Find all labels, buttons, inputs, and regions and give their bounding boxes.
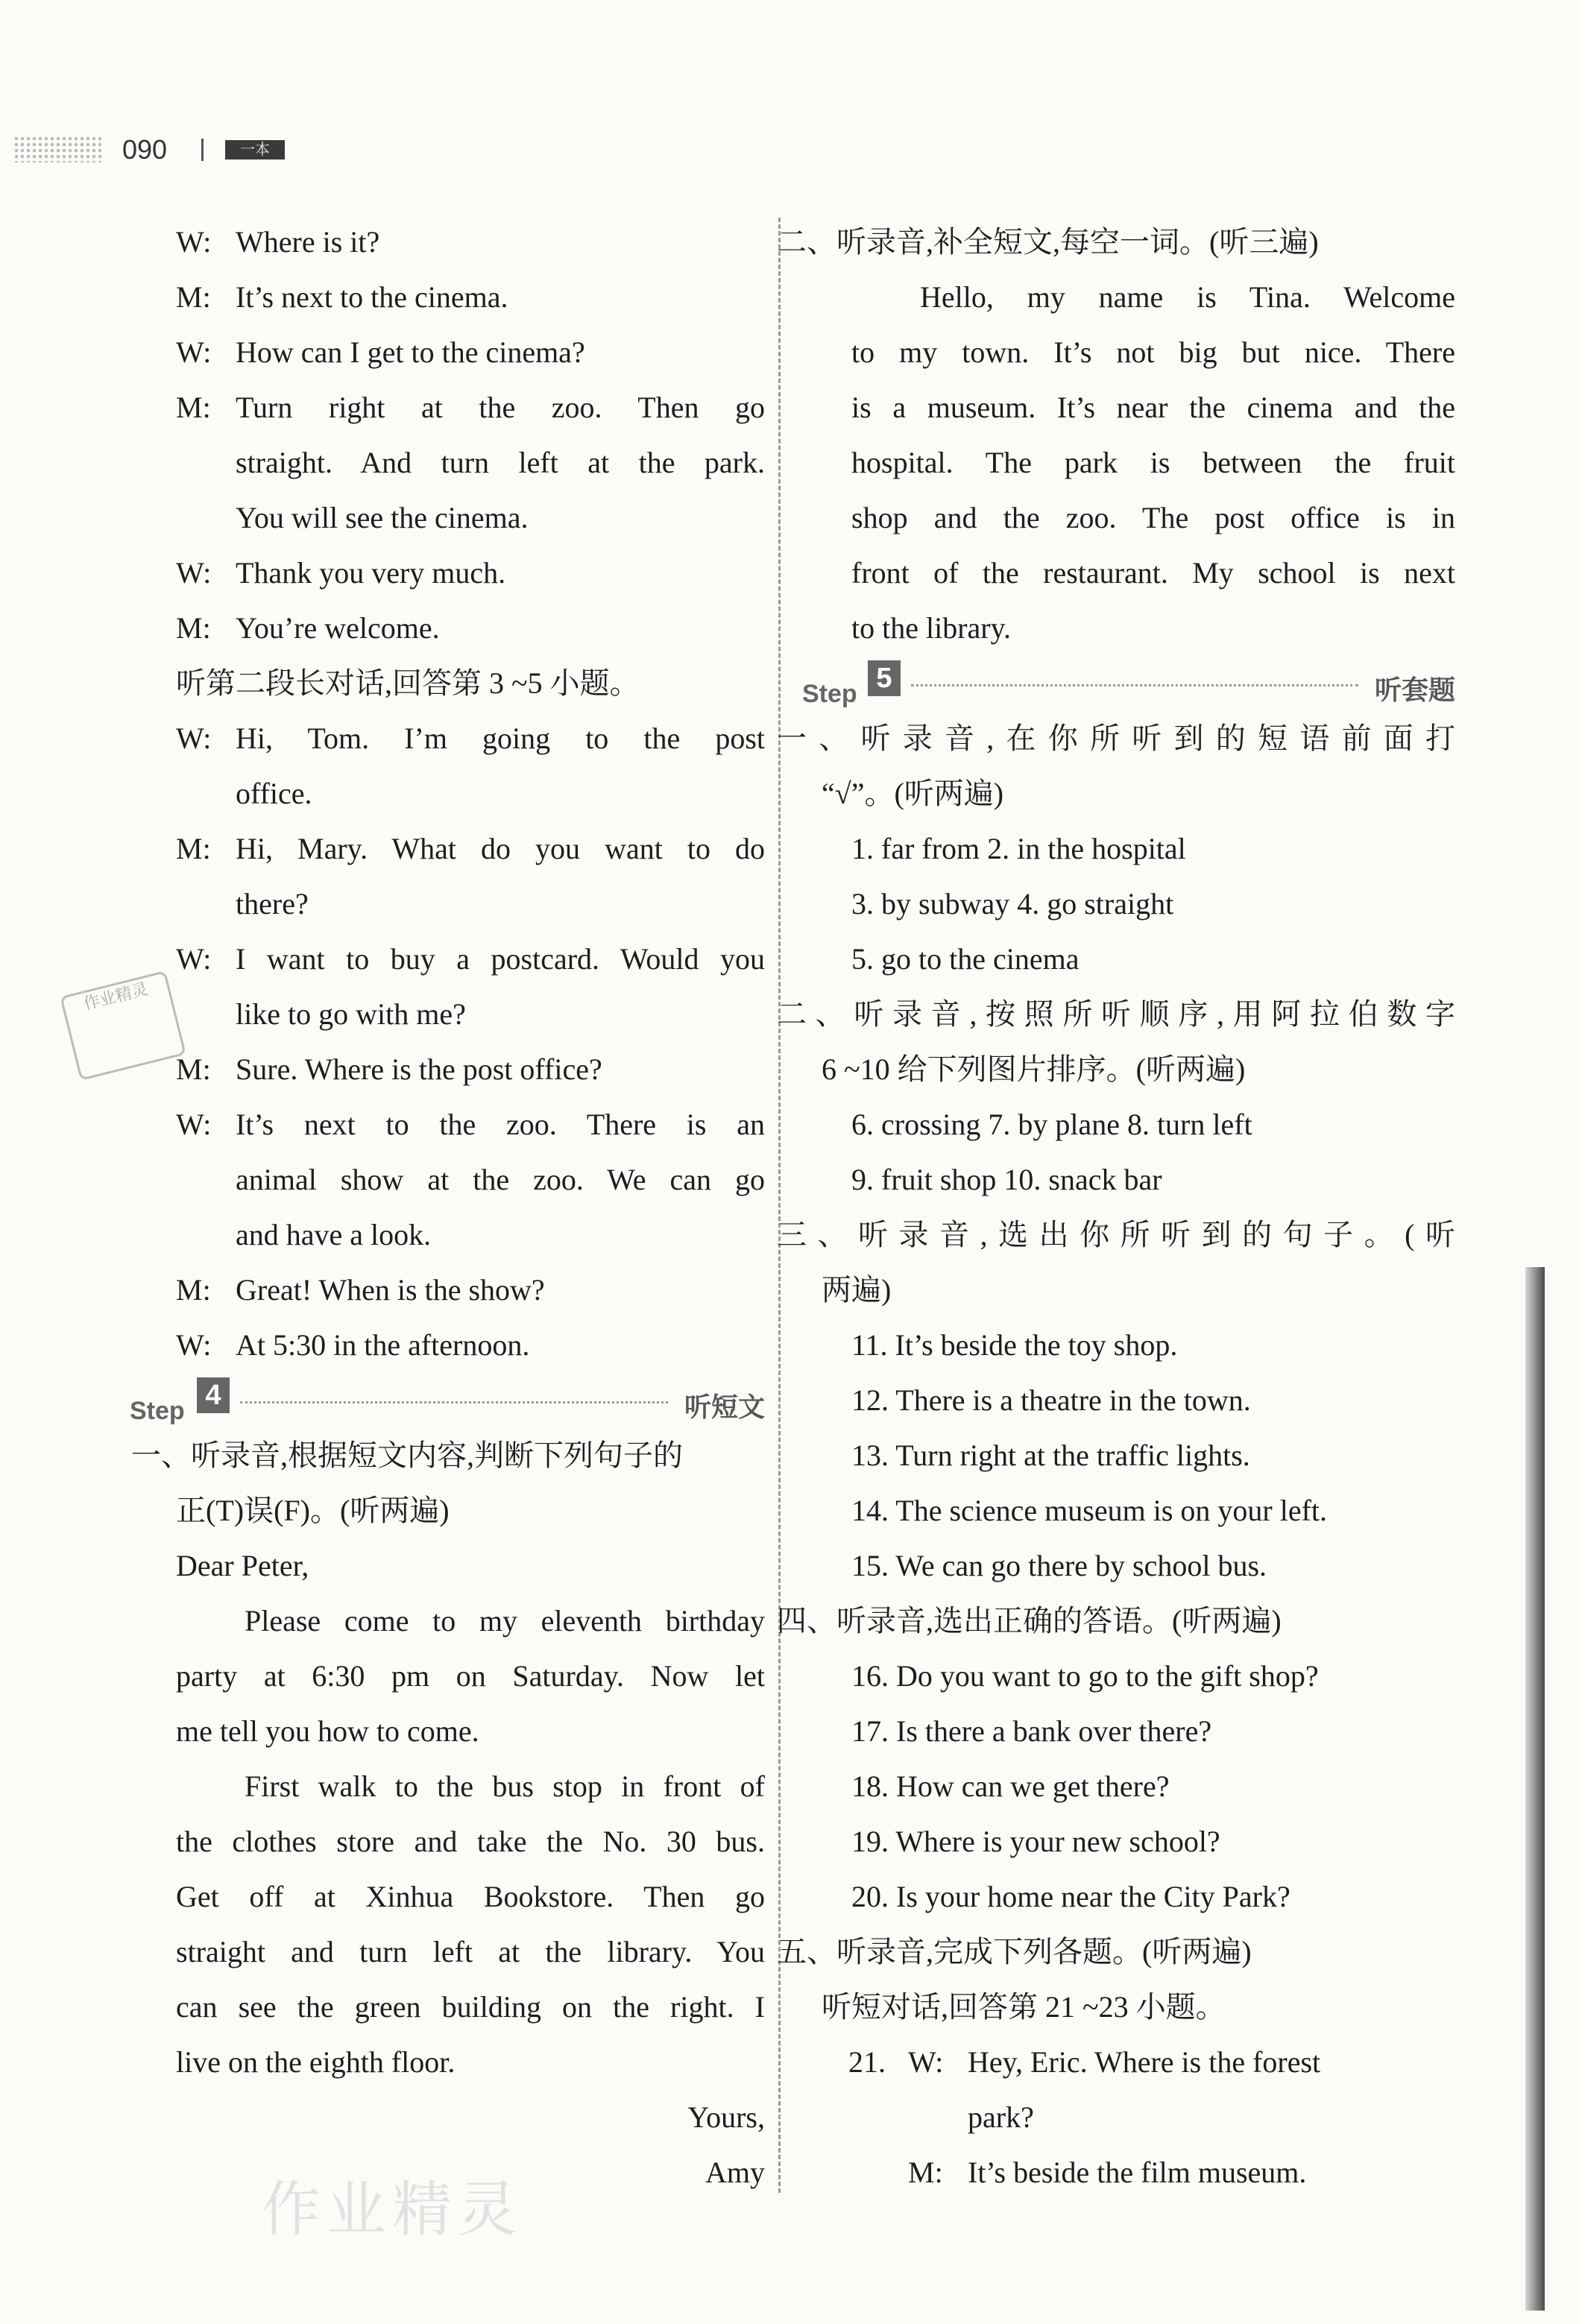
step-dotted-rule — [240, 1401, 668, 1403]
question-instruction — [777, 1207, 1455, 1263]
q21-m-line — [799, 2145, 1455, 2200]
step-title: 听短文 — [684, 1392, 765, 1423]
step-label: Step — [802, 680, 857, 708]
speaker-label: W: — [908, 2045, 944, 2079]
question-instruction — [777, 711, 1455, 766]
question-item: 14. The science museum is on your left. — [851, 1494, 1328, 1527]
question-item: 9. fruit shop 10. snack bar — [851, 1163, 1162, 1196]
question-instruction — [131, 1428, 765, 1483]
dialog-line — [176, 932, 765, 987]
letter-line: me tell you how to come. — [176, 1714, 479, 1748]
stamp-text: 作业精灵 — [81, 979, 150, 1014]
question-item: 15. We can go there by school bus. — [851, 1549, 1267, 1582]
question-instruction — [777, 1924, 1455, 1980]
question-item: 5. go to the cinema — [851, 942, 1080, 976]
speaker-label: W: — [176, 335, 212, 369]
question-number: 一、 — [131, 1439, 191, 1472]
question-number: 一、 — [777, 721, 861, 755]
speaker-label: W: — [176, 721, 212, 755]
dialog-text: How can I get to the cinema? — [236, 335, 585, 369]
dialog-text: I want to buy a postcard. Would you — [236, 942, 765, 976]
letter-line: party at 6:30 pm on Saturday. Now let — [176, 1659, 765, 1693]
dialog-continuation: there? — [236, 887, 309, 921]
column-divider — [778, 218, 781, 2193]
speaker-label: M: — [176, 832, 211, 865]
step-label: Step — [130, 1397, 185, 1425]
dialog-line — [176, 601, 765, 656]
question-item: 16. Do you want to go to the gift shop? — [851, 1659, 1319, 1693]
question-number: 三、 — [777, 1218, 859, 1251]
letter-greeting: Dear Peter, — [176, 1549, 309, 1582]
instruction-line: 听录音,选出你所听到的句子。(听 — [858, 1218, 1456, 1251]
question-instruction — [799, 766, 1455, 821]
step-number: 4 — [197, 1377, 230, 1413]
q21-number: 21. — [848, 2045, 886, 2079]
speaker-label: W: — [176, 942, 212, 976]
dialog-text: Turn right at the zoo. Then go — [236, 391, 765, 424]
dialog-continuation: animal show at the zoo. We can go — [236, 1163, 765, 1196]
watermark: 作业精灵 — [261, 2175, 523, 2244]
brand-badge: 一本 — [225, 140, 285, 160]
speaker-label: W: — [176, 556, 212, 590]
dialog-continuation: office. — [236, 777, 312, 810]
page-header — [13, 133, 312, 170]
dialog-text: It’s next to the cinema. — [236, 280, 508, 314]
instruction-line: 6 ~10 给下列图片排序。(听两遍) — [822, 1052, 1246, 1086]
question-item: 19. Where is your new school? — [851, 1825, 1220, 1858]
speaker-label: W: — [176, 1328, 212, 1362]
instruction-line: 两遍) — [822, 1273, 892, 1307]
question-instruction — [799, 1263, 1455, 1318]
step-title: 听套题 — [1374, 675, 1455, 706]
speaker-label: M: — [176, 280, 211, 314]
q21-m-text: It’s beside the film museum. — [968, 2156, 1307, 2189]
dialog-continuation: and have a look. — [236, 1218, 432, 1251]
speaker-label: M: — [176, 611, 211, 645]
speaker-label: W: — [176, 225, 212, 259]
question-number: 二、 — [777, 225, 836, 259]
dialog-text: Thank you very much. — [236, 556, 506, 590]
dialog-line — [176, 325, 765, 380]
dialog-one — [176, 215, 765, 656]
question-number: 五、 — [777, 1935, 836, 1968]
dialog-text: Where is it? — [236, 225, 380, 259]
letter-closing: Yours, — [687, 2100, 765, 2134]
passage-line: front of the restaurant. My school is next — [851, 556, 1455, 590]
dialog-continuation: You will see the cinema. — [236, 501, 529, 534]
dialog-line — [176, 215, 765, 270]
speaker-label: M: — [176, 391, 211, 424]
instruction-line: “√”。(听两遍) — [822, 777, 1004, 810]
dialog-line — [176, 821, 765, 877]
letter-signature: Amy — [705, 2156, 765, 2189]
speaker-label: M: — [176, 1273, 211, 1307]
question-item: 听短对话,回答第 21 ~23 小题。 — [822, 1990, 1226, 2024]
dialog-continuation: like to go with me? — [236, 997, 466, 1031]
page-number: 090 — [122, 134, 168, 165]
instruction-line: 听录音,完成下列各题。(听两遍) — [836, 1935, 1252, 1968]
speaker-label: M: — [908, 2156, 943, 2189]
dialog-text: Hi, Mary. What do you want to do — [236, 832, 765, 865]
question-instruction — [777, 987, 1455, 1042]
dialog-text: Hi, Tom. I’m going to the post — [236, 721, 765, 755]
letter-line: First walk to the bus stop in front of — [245, 1769, 765, 1803]
dialog-text: Sure. Where is the post office? — [236, 1052, 602, 1086]
dialog-text: At 5:30 in the afternoon. — [236, 1328, 530, 1362]
step-4-header — [130, 1373, 765, 1428]
letter-line: the clothes store and take the No. 30 bus. — [176, 1825, 765, 1858]
page-edge-shadow — [1525, 1267, 1545, 2311]
q21-line — [799, 2035, 1455, 2090]
instruction-line: 听录音,补全短文,每空一词。(听三遍) — [836, 225, 1319, 259]
right-column — [777, 215, 1456, 2200]
dialog-text: Great! When is the show? — [236, 1273, 545, 1307]
question-item: 1. far from 2. in the hospital — [851, 832, 1186, 865]
question-item: 11. It’s beside the toy shop. — [851, 1328, 1178, 1362]
header-dots-decoration — [13, 136, 101, 162]
speaker-label: M: — [176, 1052, 211, 1086]
step-dotted-rule — [911, 684, 1358, 686]
letter-line: Get off at Xinhua Bookstore. Then go — [176, 1880, 765, 1913]
instruction-line: 正(T)误(F)。(听两遍) — [176, 1494, 450, 1527]
question-item: 20. Is your home near the City Park? — [851, 1880, 1290, 1913]
question-instruction — [777, 1594, 1455, 1649]
passage-line: Hello, my name is Tina. Welcome — [920, 280, 1455, 314]
instruction-line: 听录音,选出正确的答语。(听两遍) — [836, 1604, 1282, 1638]
step-number: 5 — [868, 660, 901, 696]
question-number: 四、 — [777, 1604, 836, 1638]
dialog-text: You’re welcome. — [236, 611, 440, 645]
step-5-questions — [777, 711, 1456, 2035]
instruction-line: 听录音,根据短文内容,判断下列句子的 — [191, 1439, 683, 1472]
question-item: 3. by subway 4. go straight — [851, 887, 1174, 921]
question-instruction — [777, 215, 1455, 270]
question-item: 6. crossing 7. by plane 8. turn left — [851, 1108, 1252, 1141]
dialog-line — [176, 546, 765, 601]
dialog-text: It’s next to the zoo. There is an — [236, 1108, 765, 1141]
dialog-continuation: straight. And turn left at the park. — [236, 446, 765, 479]
instruction-line: 听录音,在你所听到的短语前面打 — [860, 721, 1455, 755]
stamp-logo — [60, 970, 186, 1081]
passage-line: shop and the zoo. The post office is in — [851, 501, 1455, 534]
dialog-line — [176, 1097, 765, 1152]
dialog-line — [176, 270, 765, 325]
question-item: 12. There is a theatre in the town. — [851, 1383, 1251, 1417]
q21-w-text: Hey, Eric. Where is the forest — [968, 2045, 1321, 2079]
speaker-label: W: — [176, 1108, 212, 1141]
q21-w-cont: park? — [968, 2100, 1034, 2134]
dialog-line — [176, 1318, 765, 1373]
passage-line: is a museum. It’s near the cinema and the — [851, 391, 1455, 424]
question-item: 17. Is there a bank over there? — [851, 1714, 1212, 1748]
dialog-line — [176, 711, 765, 766]
letter-line: straight and turn left at the library. You — [176, 1935, 765, 1968]
instruction-line: 听录音,按照所听顺序,用阿拉伯数字 — [854, 997, 1456, 1031]
section-intro: 听第二段长对话,回答第 3 ~5 小题。 — [176, 666, 640, 700]
dialog-line — [176, 1263, 765, 1318]
question-item: 13. Turn right at the traffic lights. — [851, 1439, 1250, 1472]
letter-line: live on the eighth floor. — [176, 2045, 456, 2079]
step-5-header — [799, 656, 1455, 711]
question-number: 二、 — [777, 997, 854, 1031]
header-separator — [201, 139, 204, 161]
question-instruction — [799, 1042, 1455, 1097]
dialog-two — [176, 711, 765, 1373]
question-item: 18. How can we get there? — [851, 1769, 1170, 1803]
dialog-line — [176, 1042, 765, 1097]
passage-line: hospital. The park is between the fruit — [851, 446, 1455, 479]
passage-line: to my town. It’s not big but nice. There — [851, 335, 1455, 369]
letter-line: Please come to my eleventh birthday — [245, 1604, 765, 1638]
dialog-line — [176, 380, 765, 435]
letter-line: can see the green building on the right. I — [176, 1990, 765, 2024]
passage-line: to the library. — [851, 611, 1012, 645]
left-column — [130, 215, 765, 2200]
